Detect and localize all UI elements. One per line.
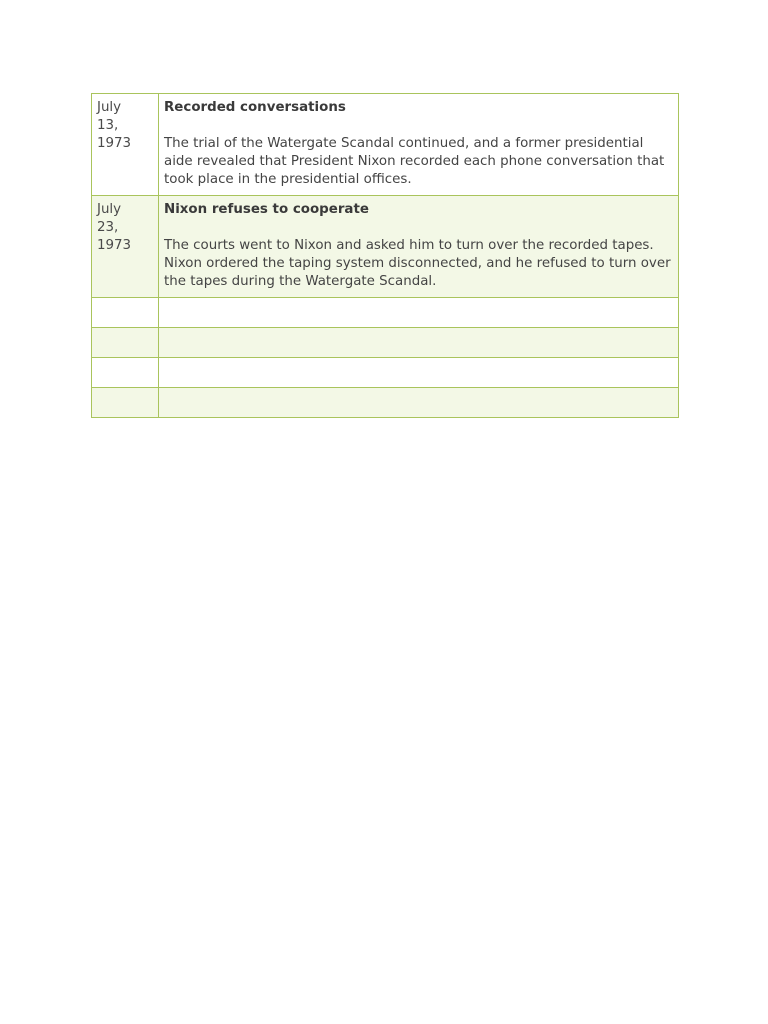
event-title: Nixon refuses to cooperate	[164, 202, 369, 217]
event-body-cell	[159, 196, 679, 298]
event-description: The trial of the Watergate Scandal continued, and a former presidential aide revealed that President Nixon recorded each phone conversation that took place in the presidential offices.	[164, 136, 665, 187]
timeline-table	[91, 93, 679, 418]
event-date-cell	[92, 94, 159, 196]
event-date-cell	[92, 196, 159, 298]
event-title: Recorded conversations	[164, 100, 346, 115]
empty-body-cell	[159, 298, 679, 328]
empty-table-row	[92, 388, 679, 418]
empty-body-cell	[159, 328, 679, 358]
event-date-day: 23,	[97, 220, 119, 235]
table-row	[92, 94, 679, 196]
table-row	[92, 196, 679, 298]
event-date-month: July	[97, 100, 122, 115]
empty-table-row	[92, 328, 679, 358]
empty-body-cell	[159, 358, 679, 388]
event-date-day: 13,	[97, 118, 119, 133]
event-date-year: 1973	[97, 238, 132, 253]
event-date-month: July	[97, 202, 122, 217]
empty-table-row	[92, 298, 679, 328]
empty-table-row	[92, 358, 679, 388]
empty-date-cell	[92, 358, 159, 388]
event-date-year: 1973	[97, 136, 132, 151]
empty-date-cell	[92, 298, 159, 328]
event-body-cell	[159, 94, 679, 196]
empty-body-cell	[159, 388, 679, 418]
empty-date-cell	[92, 388, 159, 418]
event-description: The courts went to Nixon and asked him to turn over the recorded tapes. Nixon ordered the taping system disconnected, and he refused to turn over the tapes during the Watergate Scandal.	[164, 238, 671, 289]
empty-date-cell	[92, 328, 159, 358]
